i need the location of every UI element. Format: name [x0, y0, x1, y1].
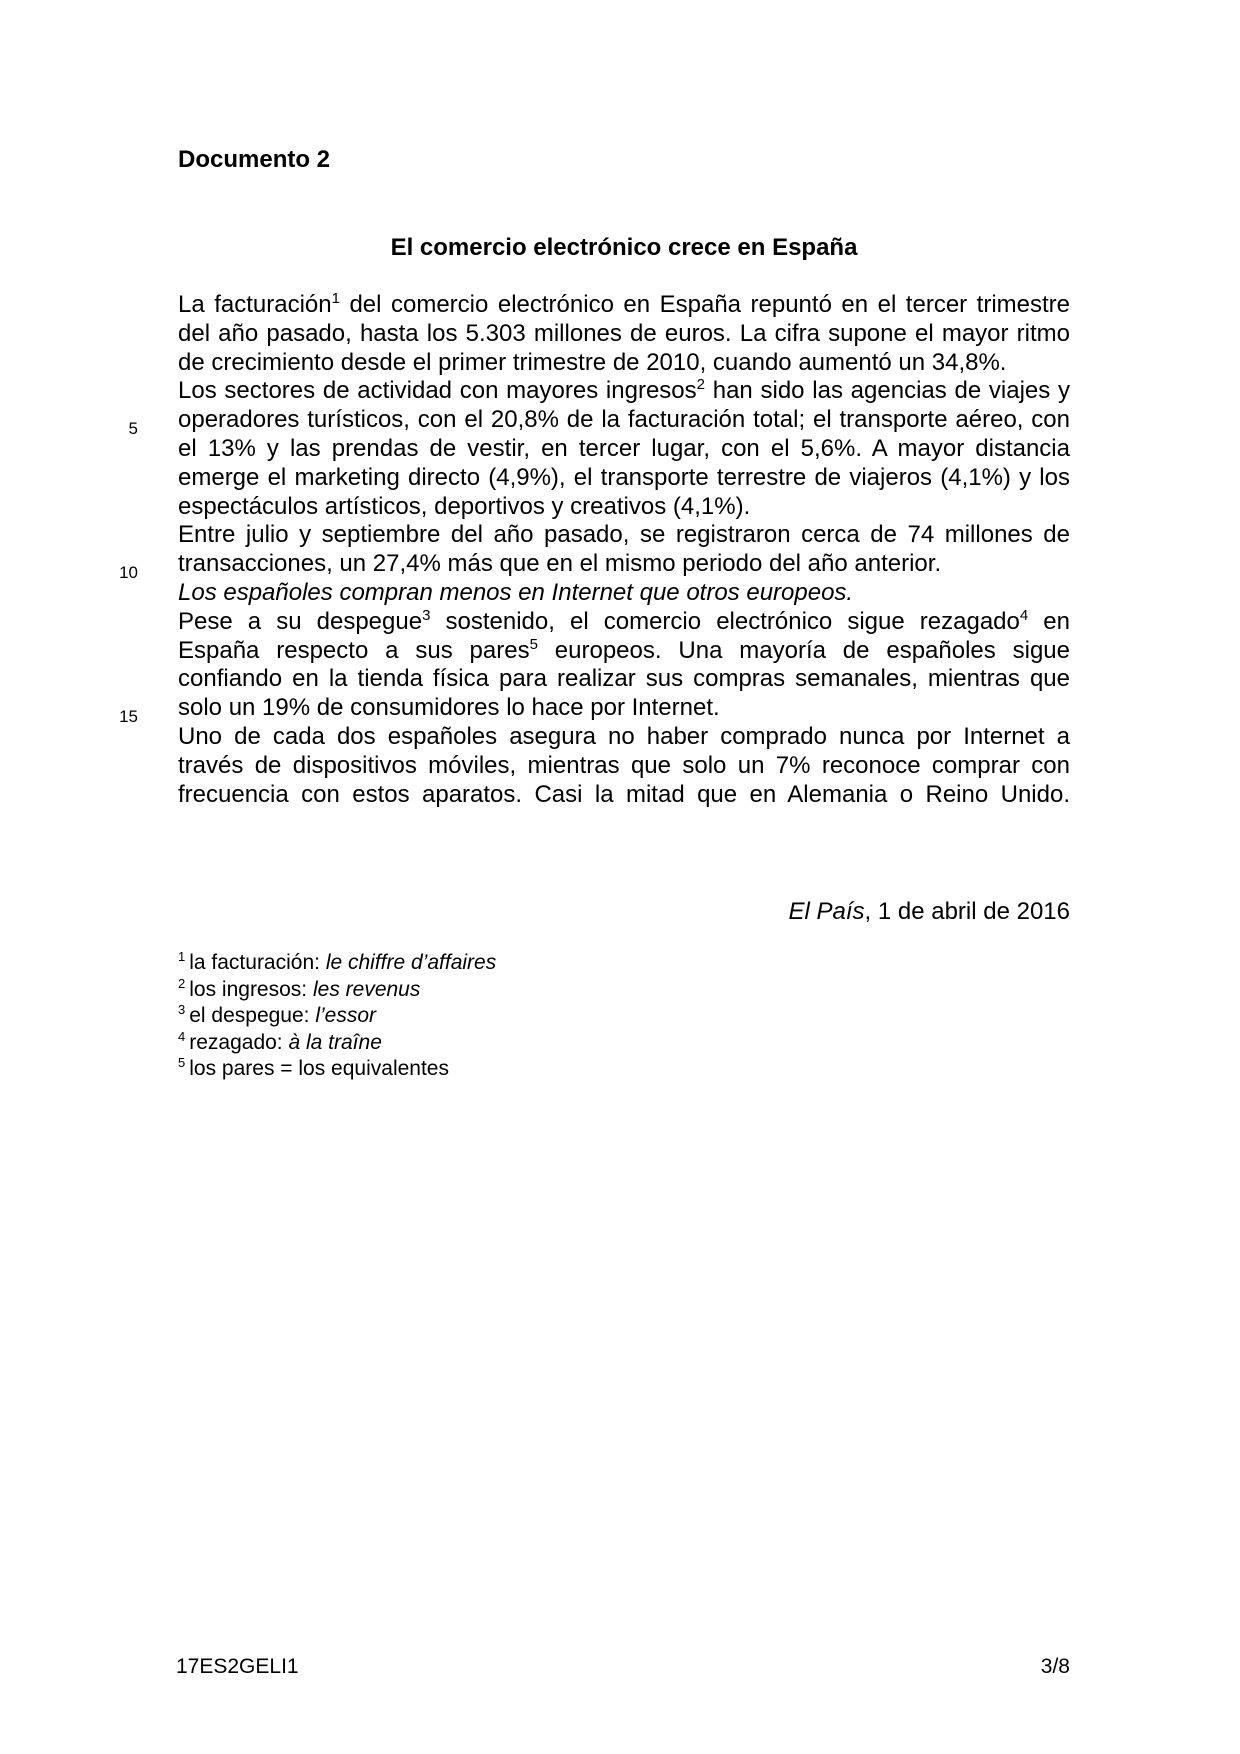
footnote-ref-5: 5 — [529, 635, 538, 653]
footnote: $^3$ el despegue: l’essor — [178, 1002, 377, 1027]
subheading: Los españoles compran menos en Internet que otros europeos. — [178, 578, 854, 606]
line-number: 15 — [119, 707, 138, 726]
footnote: $^5$ los pares = los equivalentes — [178, 1055, 449, 1080]
footnote-ref-1: 1 — [331, 290, 340, 307]
line-number: 5 — [128, 419, 138, 438]
paragraph-4: Pese a su despegue$^3$ sostenido, el comercio electrónico sigue rezagado$^4$ en España respecto a sus pares$^5$ europeos. Una mayoría de españoles sigue confiando en la tienda física para realizar sus compras semanales, mientras que solo un 19% de consumidores lo hace por Internet. — [178, 606, 1070, 722]
footnote-ref-4: 4 — [1019, 606, 1029, 624]
paragraph-3: Entre julio y septiembre del año pasado, se registraron cerca de 74 millones de transacciones, un 27,4% más que en el mismo periodo del año anterior. — [178, 521, 1070, 578]
source-date: , 1 de abril de 2016 — [864, 898, 1070, 925]
footnote: $^1$ la facturación: le chiffre d’affaires — [178, 949, 497, 974]
footnote: $^4$ rezagado: à la traîne — [178, 1028, 382, 1054]
source-citation — [788, 898, 1070, 926]
page-number: 3/8 — [1040, 1655, 1070, 1678]
footnote: $^2$ los ingresos: les revenus — [178, 975, 421, 1001]
document-code: 17ES2GELI1 — [176, 1655, 299, 1678]
article-body — [178, 291, 1070, 809]
footnote-ref-2: 2 — [696, 376, 705, 394]
paragraph-1: La facturación$^1$ del comercio electrónico en España repuntó en el tercer trimestre del año pasado, hasta los 5.303 millones de euros. La cifra supone el mayor ritmo de crecimiento desde el primer trimestre de 2010, cuando aumentó un 34,8%. — [178, 290, 1071, 376]
line-number: 10 — [119, 563, 138, 582]
paragraph-2: Los sectores de actividad con mayores ingresos$^2$ han sido las agencias de viajes y operadores turísticos, con el 20,8% de la facturación total; el transporte aéreo, con el 13% y las prendas de vestir, en tercer lugar, con el 5,6%. A mayor distancia emerge el marketing directo (4,9%), el transporte terrestre de viajeros (4,1%) y los espectáculos artísticos, deportivos y creativos (4,1%). — [178, 376, 1070, 520]
source-publication: El País — [788, 898, 865, 925]
footnotes-list — [178, 950, 496, 1083]
paragraph-5: Uno de cada dos españoles asegura no haber comprado nunca por Internet a través de dispositivos móviles, mientras que solo un 7% reconoce comprar con frecuencia con estos aparatos. Casi la mitad que en Alemania o Reino Unido. — [178, 722, 1070, 808]
document-label: Documento 2 — [178, 146, 331, 173]
article-title: El comercio electrónico crece en España — [390, 234, 858, 261]
footnote-ref-3: 3 — [422, 606, 431, 624]
